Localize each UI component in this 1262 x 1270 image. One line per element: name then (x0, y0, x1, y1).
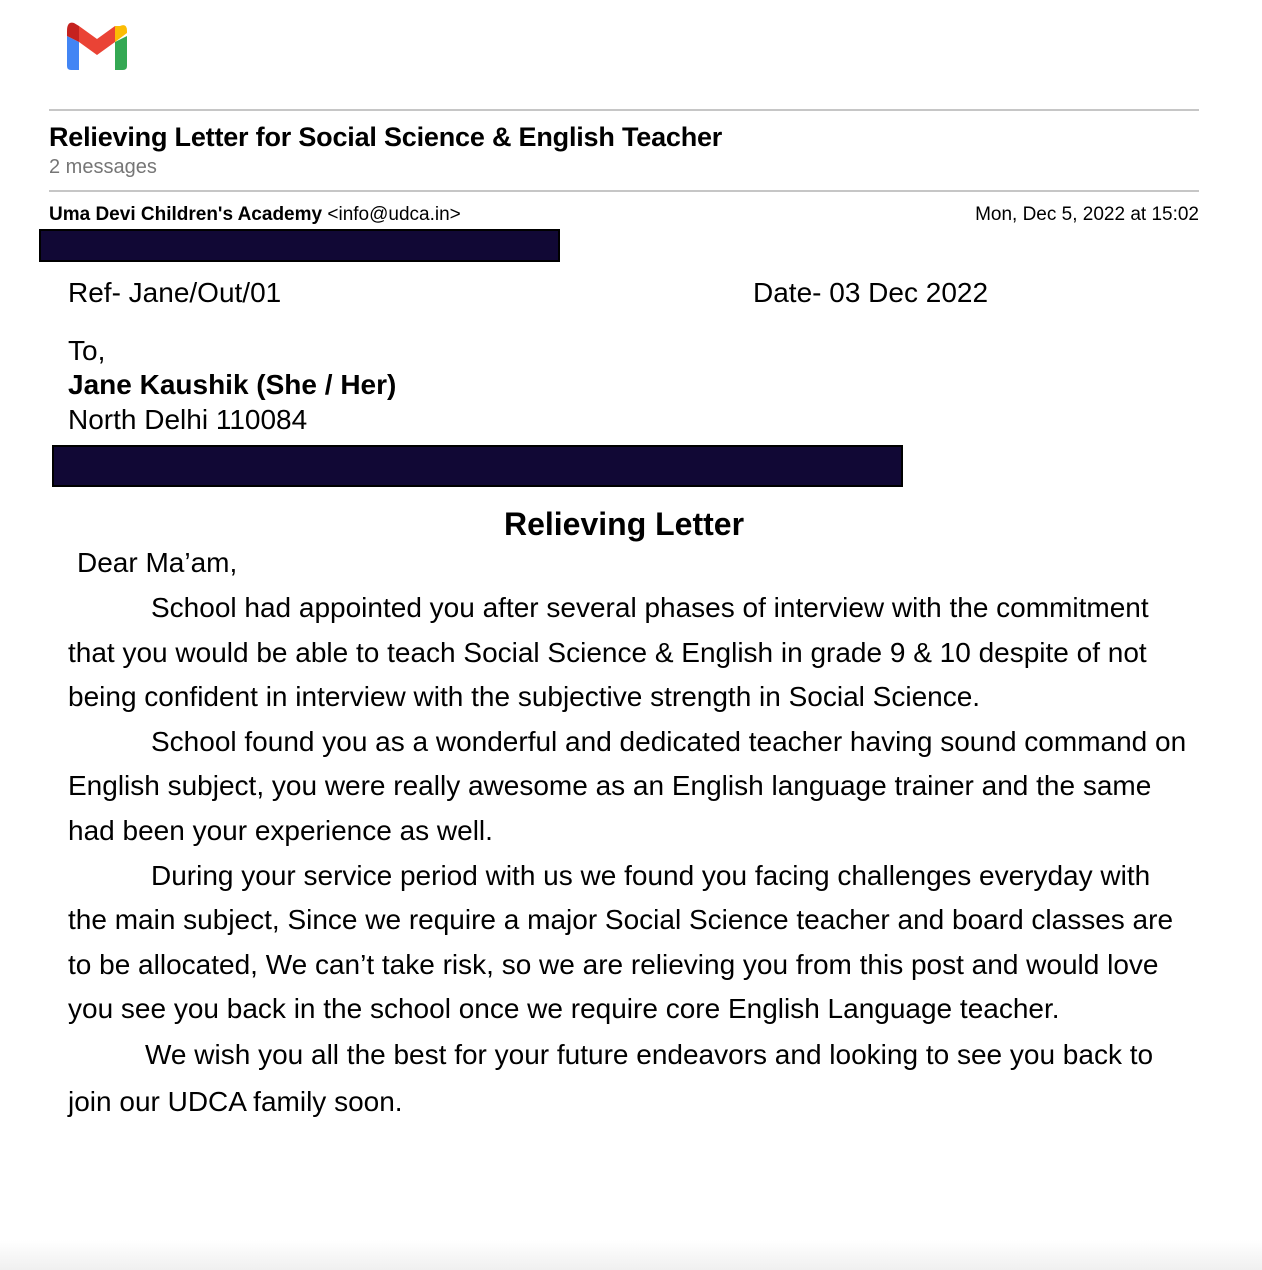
redaction-bar-contact (52, 445, 903, 487)
letter-date: Date- 03 Dec 2022 (753, 277, 989, 308)
sender-line (49, 204, 461, 226)
body-paragraph: During your service period with us we found you facing challenges everyday with the main subject, Since we require a major Social Science teacher and board classes are to be allocated, We can’t take risk, so we are relieving you from this post and would love you see you back in the school once we require core English Language teacher. (68, 859, 1174, 1025)
subject-divider (49, 190, 1199, 192)
sender-name: Uma Devi Children's Academy (49, 204, 323, 225)
letter-title: Relieving Letter (503, 506, 745, 542)
body-paragraph: School found you as a wonderful and dedicated teacher having sound command on English subject, you were really awesome as an English language trainer and the same had been your experience as well. (68, 725, 1187, 846)
letter-reference: Ref- Jane/Out/01 (68, 277, 282, 308)
recipient-city: North Delhi 110084 (68, 404, 308, 435)
letter-body (68, 586, 1188, 1125)
email-datetime: Mon, Dec 5, 2022 at 15:02 (975, 204, 1199, 225)
top-divider (49, 109, 1199, 111)
recipient-name: Jane Kaushik (She / Her) (68, 369, 397, 400)
message-count: 2 messages (49, 156, 157, 178)
email-subject: Relieving Letter for Social Science & English Teacher (49, 122, 723, 152)
salutation: Dear Ma’am, (77, 547, 238, 578)
address-to: To, (68, 335, 106, 366)
body-paragraph: We wish you all the best for your future endeavors and looking to see you back to join our UDCA family soon. (68, 1038, 1154, 1117)
page-bottom-edge (0, 1240, 1262, 1270)
body-paragraph: School had appointed you after several phases of interview with the commitment that you would be able to teach Social Science & English in grade 9 & 10 despite of not being confident in interview with the subjective strength in Social Science. (68, 592, 1149, 713)
sender-email: <info@udca.in> (327, 204, 461, 225)
redaction-bar-recipient (39, 229, 560, 262)
gmail-icon (63, 22, 131, 72)
